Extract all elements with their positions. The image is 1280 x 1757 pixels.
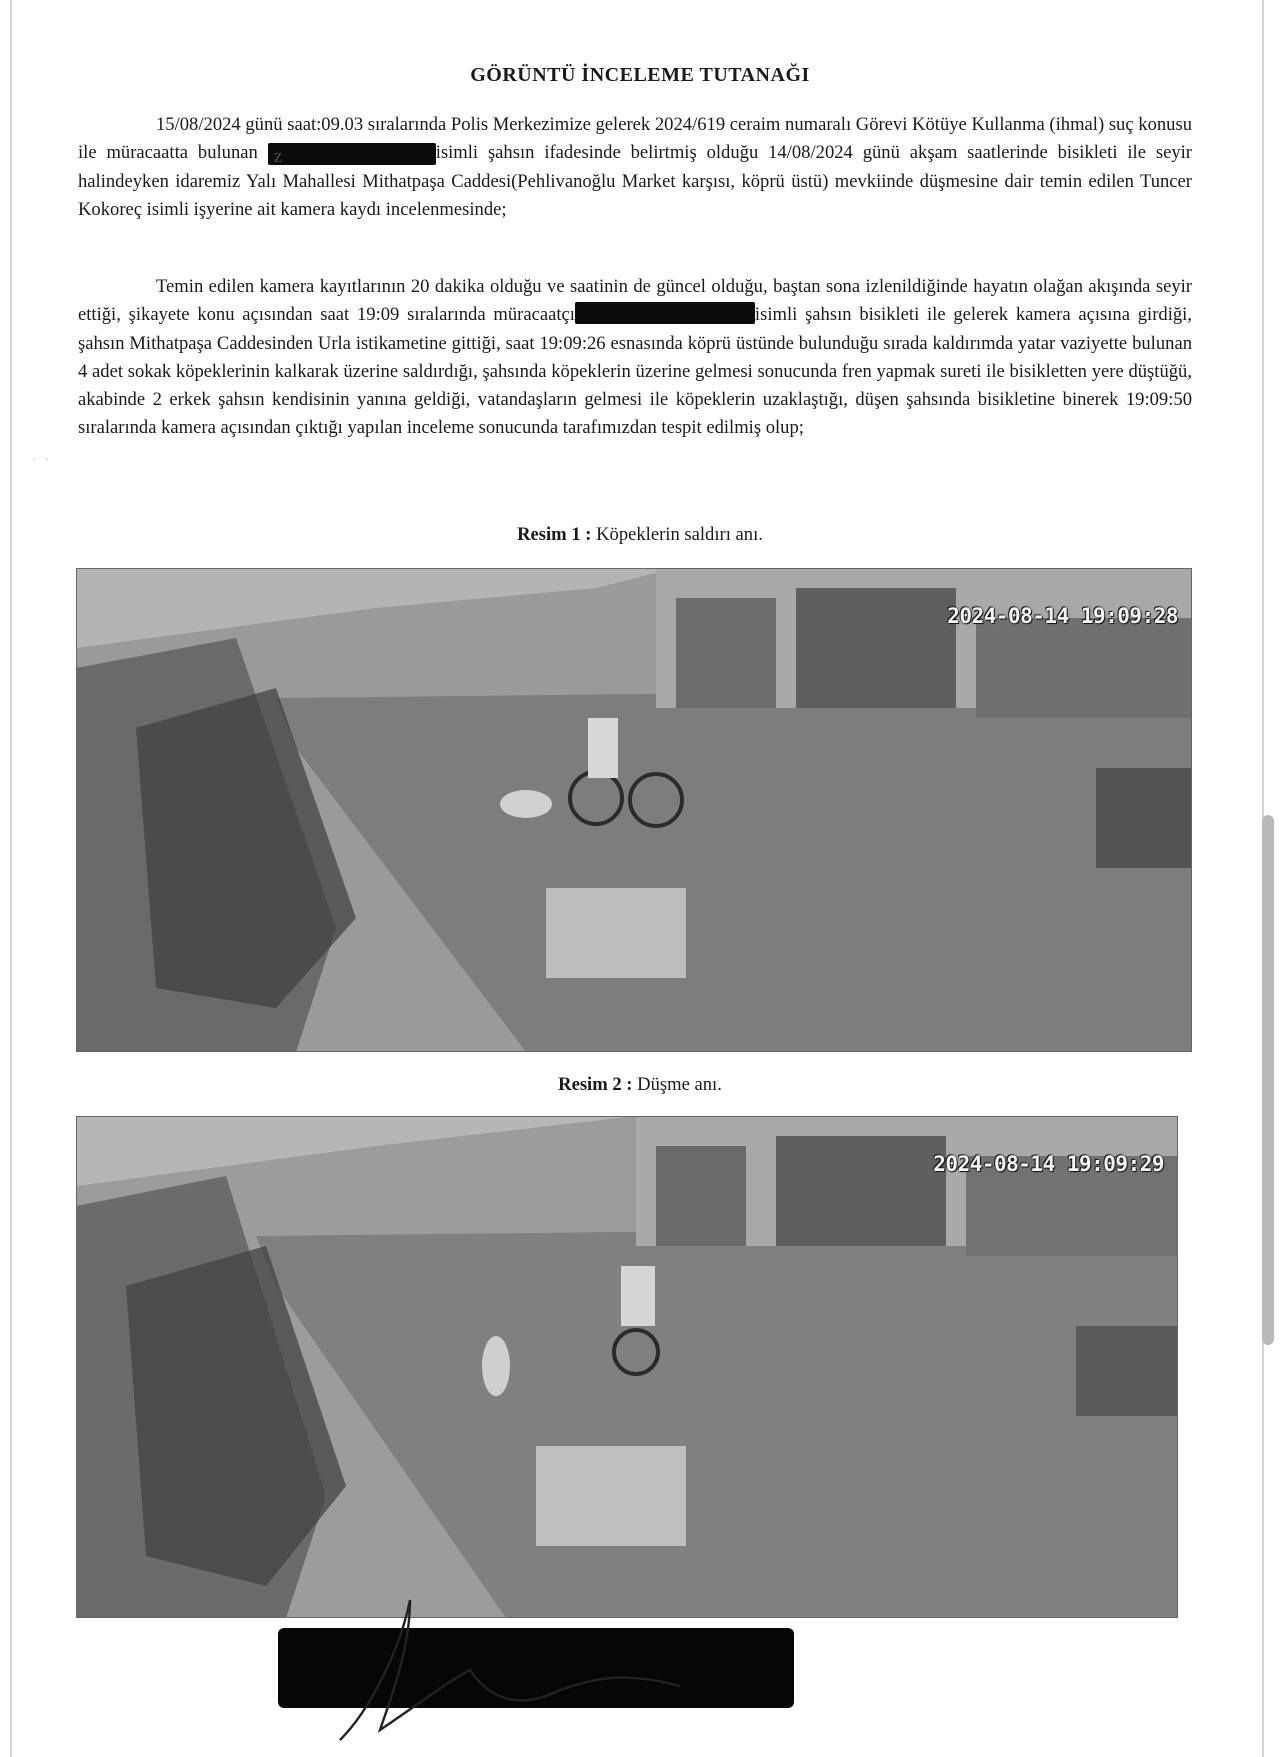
figure-caption-text-2: Düşme anı. [637, 1074, 722, 1095]
cctv-timestamp-2: 2024-08-14 19:09:29 [933, 1152, 1164, 1176]
document-title: GÖRÜNTÜ İNCELEME TUTANAĞI [470, 64, 810, 86]
cctv-image-1 [76, 568, 1192, 1052]
paragraph-1-text-b: isimli şahsın ifadesinde belirtmiş olduğu 14/08/2024 günü akşam saatlerinde bisikleti ile seyir halindeyken idaremiz Yalı Mahallesi Mithatpaşa Caddesi(Pehlivanoğlu Market karşısı, köprü üstü) mevkiinde düşmesine dair temin edilen Tuncer Kokoreç isimli işyerine ait kamera kaydı incelenmesinde; [78, 142, 1192, 220]
figure-label-1: Resim 1 : [517, 524, 592, 545]
handwritten-signature [260, 1590, 820, 1750]
redacted-name-1 [268, 143, 436, 165]
paragraph-1-text-a: 15/08/2024 günü saat:09.03 sıralarında Polis Merkezimize gelerek 2024/619 ceraim numaralı Görevi Kötüye Kullanma (ihmal) suç konusu ile müracaatta bulunan [78, 114, 1192, 164]
scan-artifact: · · [32, 452, 52, 466]
cctv-scene-1 [76, 568, 1192, 1052]
page-edge-left [10, 0, 12, 1757]
figure-caption-2 [0, 1074, 1280, 1096]
figure-caption-1 [0, 524, 1280, 546]
cctv-image-2 [76, 1116, 1178, 1618]
cctv-scene-2 [76, 1116, 1178, 1618]
figure-caption-text-1: Köpeklerin saldırı anı. [596, 524, 763, 545]
paragraph-findings [78, 273, 1192, 443]
paragraph-2-text-a: Temin edilen kamera kayıtlarının 20 dakika olduğu ve saatinin de güncel olduğu, baştan sona izlenildiğinde hayatın olağan akışında seyir ettiği, şikayete konu açısından saat 19:09 sıralarında müracaatçı [78, 276, 1192, 326]
paragraph-complaint [78, 111, 1192, 224]
cctv-timestamp-1: 2024-08-14 19:09:28 [947, 604, 1178, 628]
figure-label-2: Resim 2 : [558, 1074, 633, 1095]
paragraph-2-text-b: isimli şahsın bisikleti ile gelerek kamera açısına girdiği, şahsın Mithatpaşa Caddesinden Urla istikametine gittiği, saat 19:09:26 esnasında köprü üstünde bulunduğu sırada kaldırımda yatar vaziyette bulunan 4 adet sokak köpeklerinin kalkarak üzerine saldırdığı, şahsında köpeklerin üzerine gelmesi sonucunda fren yapmak sureti ile bisikletten yere düştüğü, akabinde 2 erkek şahsın kendisinin yanına geldiği, vatandaşların gelmesi ile köpeklerin uzaklaştığı, düşen şahsında bisikletine binerek 19:09:50 sıralarında kamera açısından çıktığı yapılan inceleme sonucunda tarafımızdan tespit edilmiş olup; [78, 304, 1192, 439]
redaction-prefix-letter: Z [273, 151, 283, 167]
redacted-name-2 [575, 302, 755, 324]
